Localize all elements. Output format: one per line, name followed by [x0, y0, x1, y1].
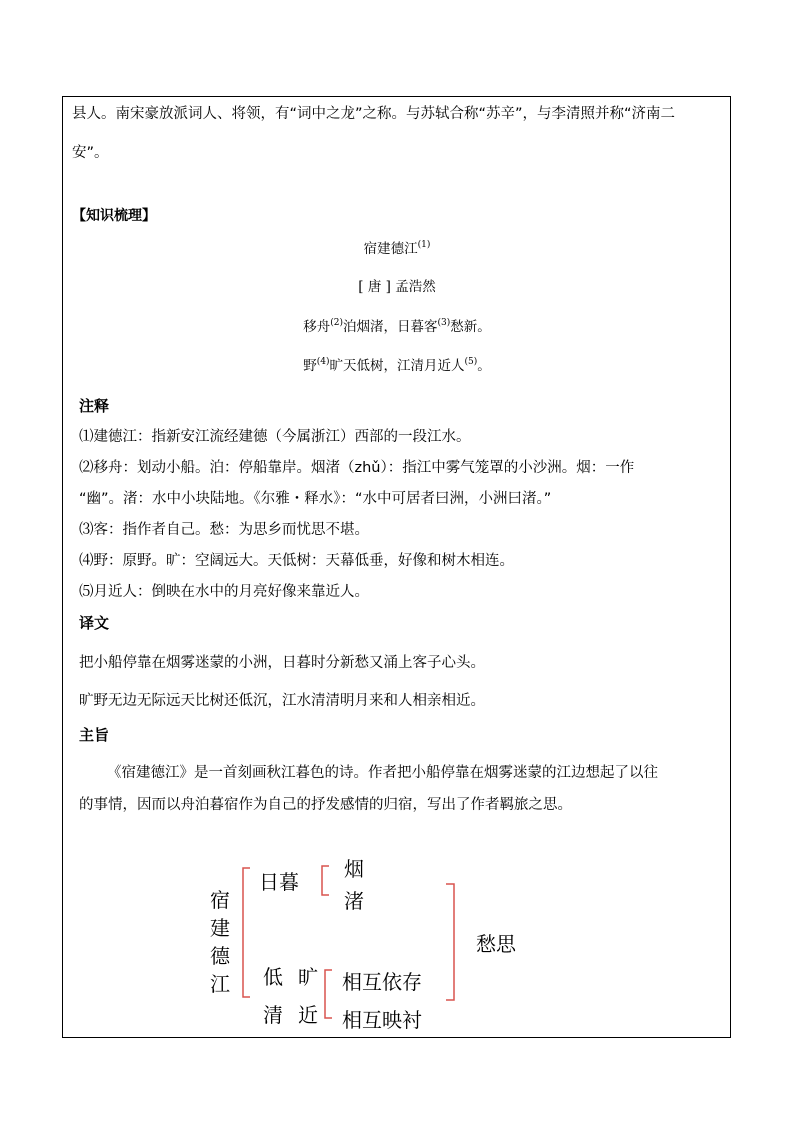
poem-title-text: 宿建德江 — [363, 241, 418, 257]
diagram-xianghu-yicun: 相互依存 — [342, 970, 422, 994]
diagram-yan: 烟 — [344, 857, 364, 881]
poem-line-1-a: 移舟 — [303, 319, 331, 335]
diagram-chousi: 愁思 — [476, 932, 516, 956]
poem-line-2-b: 旷天低树，江清月近人 — [329, 358, 465, 374]
notes-heading: 注释 — [79, 397, 110, 415]
poem-line-2-a: 野 — [303, 358, 317, 374]
diagram-zhu: 渚 — [344, 889, 364, 913]
poem-line-2-c: 。 — [477, 358, 491, 374]
note-2-line-1: ⑵移舟：划动小船。泊：停船靠岸。烟渚（zhǔ）：指江中雾气笼罩的小沙洲。烟：一作 — [79, 460, 635, 476]
bio-line-2: 安”。 — [72, 145, 109, 161]
section-title: 【知识梳理】 — [72, 208, 156, 224]
diagram-kuang: 旷 — [298, 965, 318, 989]
theme-heading: 主旨 — [79, 726, 110, 744]
note-2-line-2: “幽”。渚：水中小块陆地。《尔雅・释水》：“水中可居者曰洲，小洲曰渚。” — [79, 491, 552, 507]
poem-dynasty: 唐 — [367, 279, 382, 295]
diagram-xianghu-yingchen: 相互映衬 — [342, 1008, 422, 1032]
note-ref-2: (2) — [330, 318, 343, 328]
poem-title-note: (1) — [417, 240, 431, 250]
bracket-right — [446, 884, 454, 1000]
theme-line-1: 《宿建德江》是一首刻画秋江暮色的诗。作者把小船停靠在烟雾迷蒙的江边想起了以往 — [107, 765, 658, 781]
poem-line-1-c: 愁新。 — [450, 319, 491, 335]
note-ref-3: (3) — [437, 318, 451, 328]
dynasty-bracket-open: [ — [358, 279, 364, 295]
note-5: ⑸月近人：倒映在水中的月亮好像来靠近人。 — [79, 584, 369, 600]
bracket-relation — [325, 970, 332, 1018]
translation-heading: 译文 — [79, 614, 110, 632]
note-3: ⑶客：指作者自己。愁：为思乡而忧思不堪。 — [79, 522, 369, 538]
diagram-title-char-1: 宿 — [210, 888, 230, 912]
translation-line-1: 把小船停靠在烟雾迷蒙的小洲，日暮时分新愁又涌上客子心头。 — [79, 655, 485, 671]
poem-line-1-b: 泊烟渚，日暮客 — [343, 319, 438, 335]
diagram-rimu: 日暮 — [259, 870, 299, 894]
bracket-rimu — [322, 866, 329, 895]
diagram-jin: 近 — [298, 1003, 318, 1027]
diagram-title-char-4: 江 — [210, 972, 230, 996]
translation-line-2: 旷野无边无际远天比树还低沉，江水清清明月来和人相亲相近。 — [79, 693, 485, 709]
theme-line-2: 的事情，因而以舟泊暮宿作为自己的抒发感情的归宿，写出了作者羁旅之思。 — [79, 797, 572, 813]
bracket-title — [243, 868, 250, 997]
diagram-title-char-2: 建 — [210, 916, 230, 940]
diagram-di: 低 — [263, 965, 283, 989]
bio-line-1: 县人。南宋豪放派词人、将领，有“词中之龙”之称。与苏轼合称“苏辛”，与李清照并称“济南二 — [72, 106, 676, 122]
note-1: ⑴建德江：指新安江流经建德（今属浙江）西部的一段江水。 — [79, 429, 471, 445]
note-ref-5: (5) — [464, 357, 478, 367]
diagram-qing: 清 — [263, 1003, 283, 1027]
diagram-title-char-3: 德 — [210, 944, 230, 968]
poem-author-name: 孟浩然 — [395, 279, 436, 295]
note-ref-4: (4) — [316, 357, 330, 367]
dynasty-bracket-close: ] — [385, 279, 391, 295]
note-4: ⑷野：原野。旷：空阔远大。天低树：天幕低垂，好像和树木相连。 — [79, 553, 514, 569]
